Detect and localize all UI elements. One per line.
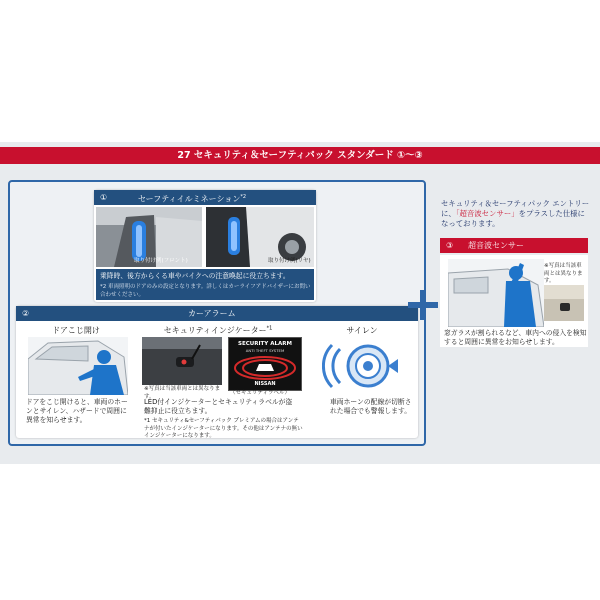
caption-rear: 取り付け例(リヤ)	[268, 257, 311, 264]
sticker-brand: NISSAN	[254, 381, 276, 387]
section2-title: カーアラーム	[188, 309, 236, 318]
section2-header	[16, 306, 418, 321]
ultrasonic-illustration	[448, 259, 544, 327]
sticker-car-graphic	[229, 353, 301, 383]
door-pry-image	[28, 337, 128, 395]
siren-icon	[322, 337, 402, 395]
section2-card	[16, 306, 418, 438]
siren-description: 車両ホーンの配線が切断された場合でも警報します。	[330, 398, 412, 415]
siren-title: サイレン	[346, 326, 378, 335]
security-label-sticker	[228, 337, 302, 391]
section1-description: 乗降時、後方からくる車やバイクへの注意喚起に役立ちます。	[100, 272, 290, 280]
door-pry-title: ドアこじ開け	[52, 326, 100, 335]
plus-icon	[408, 290, 438, 320]
section3-description: 窓ガラスが割られるなど、車内への侵入を検知すると周囲に異常をお知らせします。	[444, 329, 587, 346]
section1-description-band	[96, 269, 314, 300]
right-intro: セキュリティ＆セーフティパック エントリーに、「超音波センサー」をプラスした仕様になっております。	[441, 199, 590, 228]
siren-image	[322, 337, 402, 395]
sticker-line2: ANTI THEFT SYSTEM	[245, 348, 285, 353]
door-pry-description: ドアをこじ開けると、車両のホーンとサイレン、ハザードで周囲に異常を知らせます。	[26, 398, 128, 424]
section3-card	[440, 255, 588, 347]
indicator-photo-note: ※写真は当該車両とは異なります。	[144, 386, 221, 400]
indicator-photo	[142, 337, 222, 385]
indicator-footnote: *1 セキュリティ&セーフティパック プレミアムの場合はアンテナが付いたインジケーターになります。その他はアンテナの無いインジケーターになります。	[144, 418, 303, 439]
section1-number: ①	[100, 193, 108, 202]
section1-card	[94, 190, 316, 302]
section3-header	[440, 238, 588, 253]
section3-number: ③	[446, 241, 454, 250]
section1-footnote: *2 車両照明のドアのみの設定となります。詳しくはカーライフアドバイザーにお問い合わせください。	[100, 284, 311, 298]
caption-front: 取り付け例(フロント)	[134, 257, 188, 264]
section1-header	[94, 190, 316, 205]
ultrasonic-photo	[544, 285, 584, 321]
section2-number: ②	[22, 309, 30, 318]
section3-photo-note: ※写真は当該車両とは異なります。	[544, 263, 583, 284]
indicator-title: セキュリティインジケーター$^{*1}$	[163, 325, 273, 335]
left-frame	[8, 180, 426, 446]
security-label-caption: （セキュリティラベル）	[230, 390, 290, 396]
rear-photo	[206, 207, 314, 267]
section3-title: 超音波センサー	[468, 241, 524, 250]
sticker-line1: SECURITY ALARM	[238, 341, 292, 347]
front-photo	[96, 207, 202, 267]
section1-title: セーフティイルミネーション$^{*2}$	[138, 194, 247, 204]
page-title: 27 セキュリティ＆セーフティパック スタンダード ①〜③	[0, 147, 600, 164]
indicator-description: LED付インジケーターとセキュリティラベルが盗難抑止に役立ちます。	[144, 398, 293, 415]
